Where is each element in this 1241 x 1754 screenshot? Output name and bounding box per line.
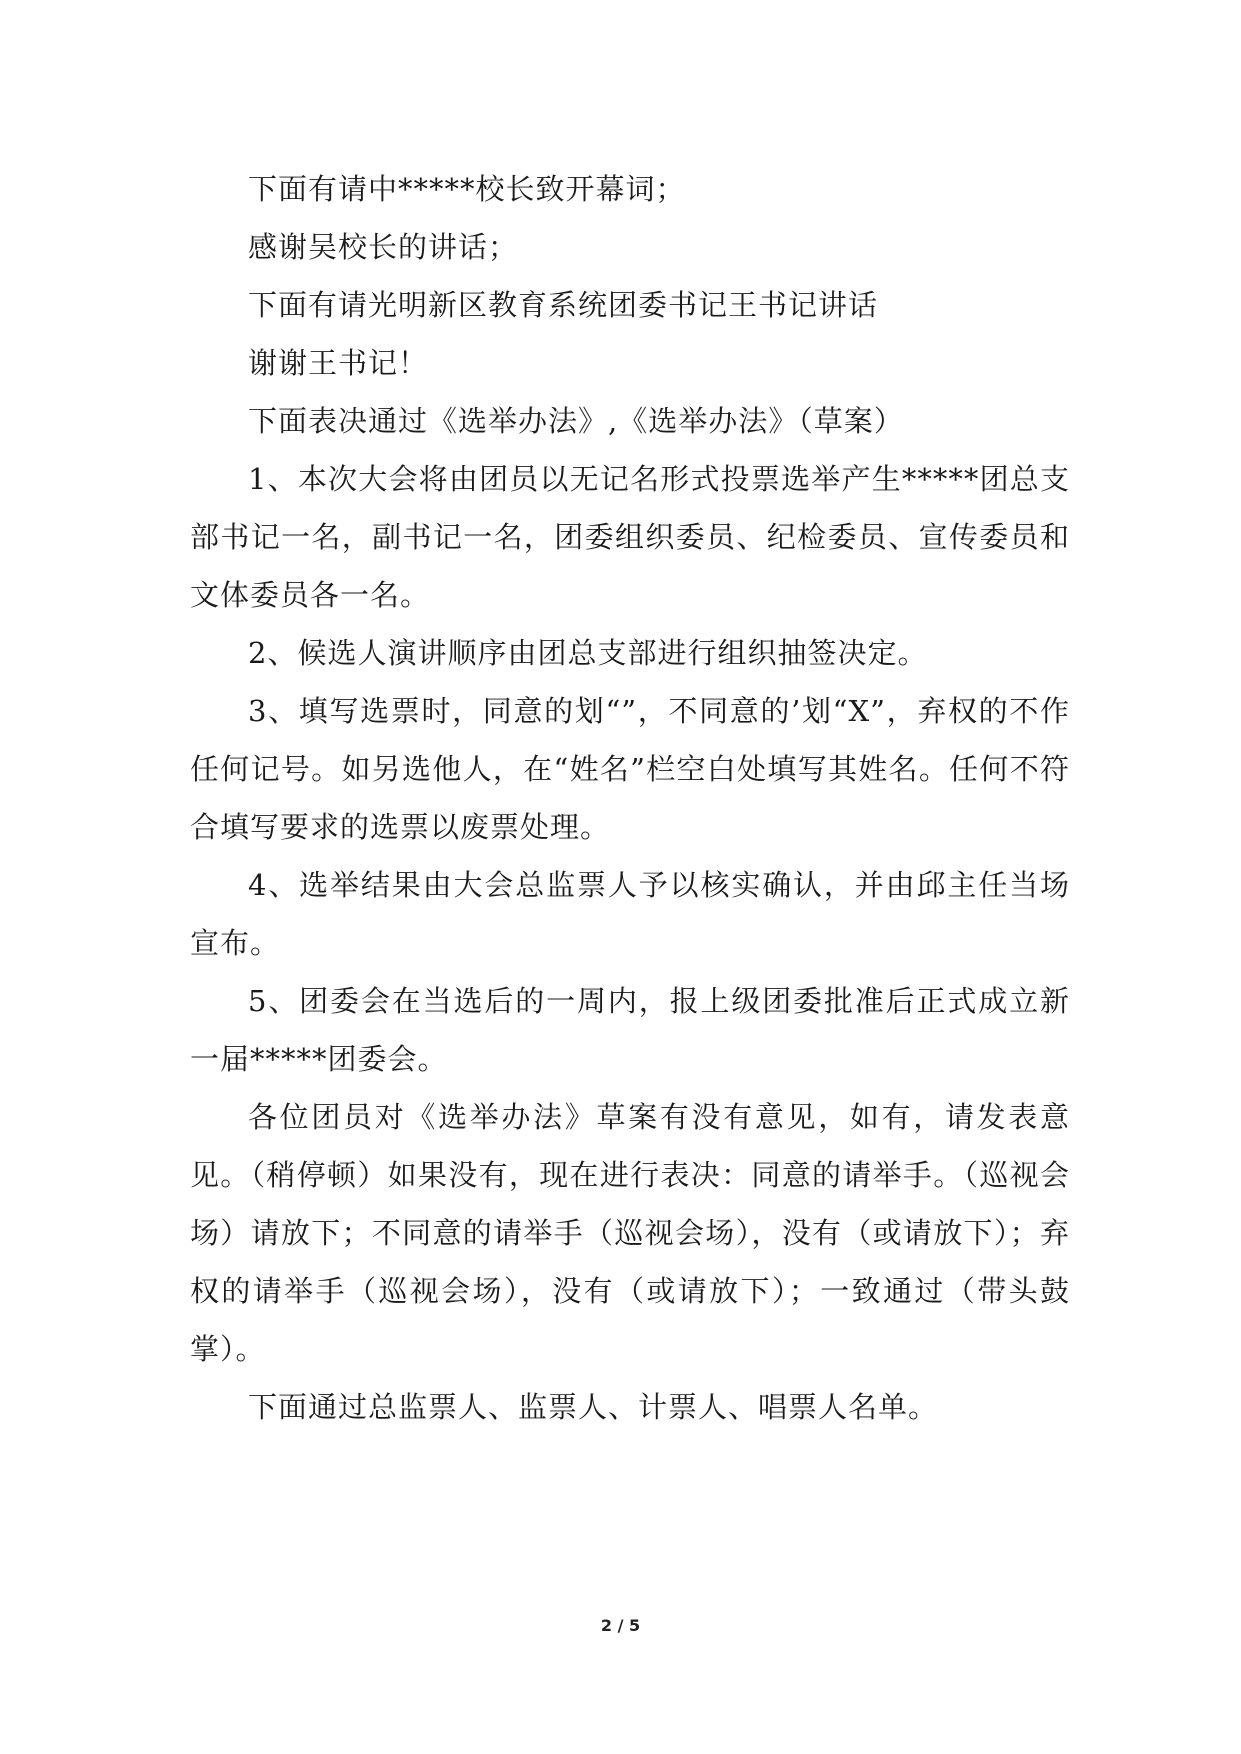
paragraph-thanks-secretary: 谢谢王书记！	[248, 346, 429, 380]
paragraph-rule-2: 2、候选人演讲顺序由团总支部进行组织抽签决定。	[248, 636, 928, 670]
paragraph-voting-procedure: 各位团员对《选举办法》草案有没有意见，如有，请发表意见。（稍停顿）如果没有，现在进行表决：同意的请举手。（巡视会场）请放下；不同意的请举手（巡视会场），没有（或请放下）；弃权的请举手（巡视会场），没有（或请放下）；一致通过（带头鼓掌）。	[190, 1100, 1070, 1366]
paragraph-rule-5: 5、团委会在当选后的一周内，报上级团委批准后正式成立新一届*****团委会。	[190, 984, 1070, 1076]
document-body	[190, 160, 1070, 1436]
paragraph-opening-speech: 下面有请中*****校长致开幕词；	[248, 172, 686, 206]
paragraph-rule-4: 4、选举结果由大会总监票人予以核实确认，并由邱主任当场宣布。	[190, 868, 1070, 960]
paragraph-rule-3: 3、填写选票时，同意的划“”，不同意的’划“X”，弃权的不作任何记号。如另选他人，在“姓名”栏空白处填写其姓名。任何不符合填写要求的选票以废票处理。	[190, 694, 1070, 844]
paragraph-scrutineer-list: 下面通过总监票人、监票人、计票人、唱票人名单。	[248, 1390, 939, 1424]
page-number: 2 / 5	[600, 1616, 641, 1635]
paragraph-secretary-speech: 下面有请光明新区教育系统团委书记王书记讲话	[248, 288, 879, 322]
paragraph-thanks-principal: 感谢吴校长的讲话；	[248, 230, 519, 264]
paragraph-vote-election-rules: 下面表决通过《选举办法》,《选举办法》（草案）	[248, 404, 904, 438]
paragraph-rule-1: 1、本次大会将由团员以无记名形式投票选举产生*****团总支部书记一名，副书记一名，团委组织委员、纪检委员、宣传委员和文体委员各一名。	[190, 462, 1070, 612]
